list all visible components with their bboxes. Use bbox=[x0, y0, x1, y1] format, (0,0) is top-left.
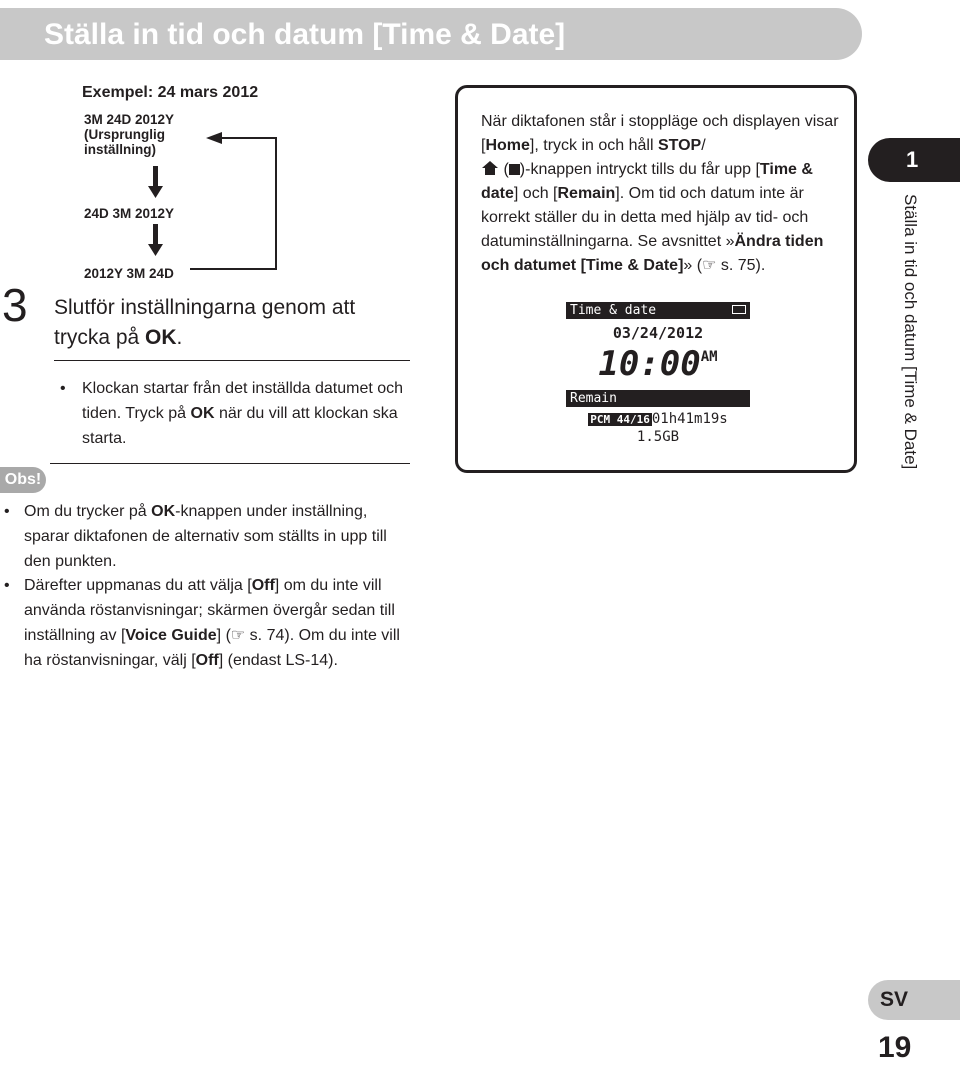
bullet-icon: • bbox=[60, 380, 66, 397]
page-number: 19 bbox=[878, 1031, 912, 1064]
display-title: Time & date bbox=[570, 303, 657, 318]
display-time bbox=[566, 344, 750, 386]
language-code: SV bbox=[880, 988, 909, 1011]
format-option-1-line2: (Ursprunglig bbox=[84, 127, 165, 142]
remain-label: Remain bbox=[557, 185, 616, 202]
step-text: Slutför inställningarna genom att trycka på bbox=[54, 296, 356, 349]
note-text: -knappen under inställning, sparar diktafonen de alternativ som ställts in upp till den punkten. bbox=[24, 503, 387, 570]
ok-key-label: OK bbox=[145, 326, 177, 349]
note-item-2 bbox=[4, 573, 414, 673]
bullet-icon: • bbox=[4, 503, 10, 520]
chapter-title-vertical: Ställa in tid och datum [Time & Date] bbox=[901, 194, 920, 470]
info-text: När diktafonen står i stoppläge och displayen visar [ bbox=[481, 113, 839, 154]
format-option-1-line3: inställning) bbox=[84, 142, 156, 157]
chapter-number: 1 bbox=[906, 147, 919, 172]
display-title-bar bbox=[566, 302, 750, 319]
off-option: Off bbox=[195, 652, 219, 669]
divider bbox=[54, 360, 410, 361]
info-text: )-knappen intryckt tills du får upp [ bbox=[519, 161, 760, 178]
down-arrow-icon bbox=[148, 224, 163, 256]
step-bullet bbox=[60, 376, 412, 451]
step-number: 3 bbox=[2, 279, 28, 331]
off-option: Off bbox=[251, 577, 275, 594]
voice-guide-option: Voice Guide bbox=[125, 627, 217, 644]
step-text-suffix: . bbox=[176, 326, 183, 349]
bullet-icon: • bbox=[4, 577, 10, 594]
note-text: Om du trycker på bbox=[24, 503, 152, 520]
step-bullet-text: Klockan startar från det inställda datumet och tiden. Tryck på bbox=[82, 380, 404, 422]
note-text: ] (☞ s. 74). Om du inte vill ha röstanvisningar, välj [ bbox=[24, 627, 400, 669]
note-item-1 bbox=[4, 499, 414, 574]
format-option-2: 24D 3M 2012Y bbox=[84, 206, 175, 221]
battery-icon bbox=[732, 305, 746, 314]
ok-key-label: OK bbox=[190, 405, 215, 422]
note-text: ] om du inte vill använda röstanvisningar; skärmen övergår sedan till inställning av [ bbox=[24, 577, 395, 644]
info-text: ]. Om tid och datum inte är korrekt ställer du in detta med hjälp av tid- och datuminställningarna. Se avsnittet » bbox=[481, 185, 809, 250]
note-text: Därefter uppmanas du att välja [ bbox=[24, 577, 252, 594]
format-badge: PCM 44/16 bbox=[590, 413, 650, 426]
home-label: Home bbox=[485, 137, 530, 154]
info-text: » (☞ s. 75). bbox=[683, 257, 766, 274]
section-reference: Ändra tiden och datumet [Time & Date] bbox=[481, 233, 824, 274]
info-box-text: När diktafonen står i stoppläge och displayen visar [Home], tryck in och håll STOP/ ( )-knappen intryckt tills du får upp [Time & date] och [Remain]. Om tid och datum inte är korrekt ställer du in detta med hjälp av tid- och datuminställningarna. Se avsnittet »Ändra tiden och datumet [Time & Date]» (☞ s. 75). bbox=[481, 113, 839, 274]
remaining-time: 01h41m19s bbox=[651, 411, 728, 427]
display-ampm: AM bbox=[700, 349, 718, 365]
stop-key-label: STOP bbox=[657, 137, 702, 154]
format-cycle-arrows bbox=[140, 130, 280, 280]
time-date-label: Time & date bbox=[481, 161, 813, 202]
info-text: ], tryck in och håll bbox=[529, 137, 658, 154]
step-instruction bbox=[54, 293, 414, 353]
display-clock: 10:00 bbox=[598, 344, 701, 384]
note-text: ] (endast LS-14). bbox=[218, 652, 338, 669]
info-text: ] och [ bbox=[513, 185, 558, 202]
home-icon bbox=[481, 160, 499, 176]
ok-key-label: OK bbox=[151, 503, 176, 520]
step-bullet-text-suffix: när du vill att klockan ska starta. bbox=[82, 405, 398, 447]
display-remain-row bbox=[566, 411, 750, 427]
page-title: Ställa in tid och datum [Time & Date] bbox=[44, 18, 566, 51]
format-option-1-line1: 3M 24D 2012Y bbox=[84, 112, 175, 127]
note-label: Obs! bbox=[0, 467, 46, 493]
stop-icon bbox=[509, 164, 520, 175]
format-example-heading: Exempel: 24 mars 2012 bbox=[82, 84, 259, 101]
display-remain-bar: Remain bbox=[566, 390, 750, 407]
info-text: / bbox=[701, 137, 706, 154]
down-arrow-icon bbox=[148, 166, 163, 198]
display-capacity: 1.5GB bbox=[636, 429, 680, 445]
format-option-3: 2012Y 3M 24D bbox=[84, 266, 174, 281]
recorder-display bbox=[566, 302, 750, 448]
display-date: 03/24/2012 bbox=[612, 324, 704, 342]
divider bbox=[50, 463, 410, 464]
loop-back-arrow-icon bbox=[190, 132, 276, 269]
